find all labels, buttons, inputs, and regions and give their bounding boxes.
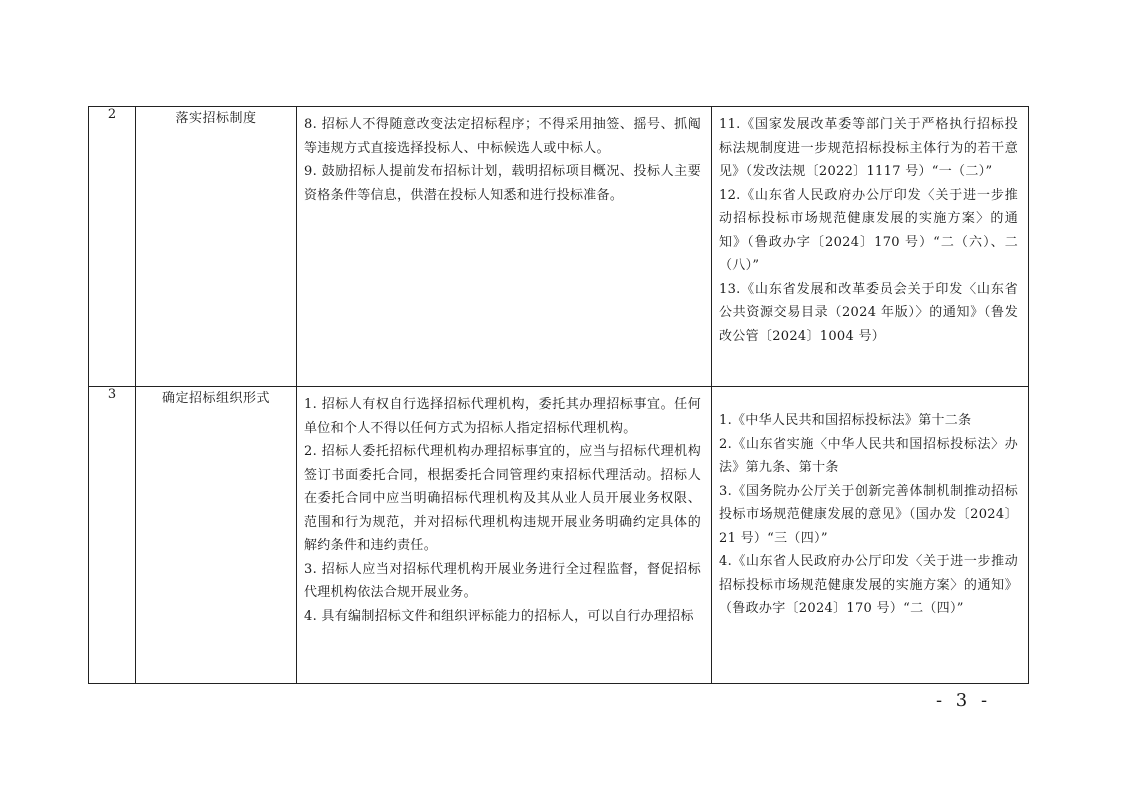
- requirement-paragraph: 2. 招标人委托招标代理机构办理招标事宜的，应当与招标代理机构签订书面委托合同，根据委托合同管理约束招标代理活动。招标人在委托合同中应当明确招标代理机构及其从业人员开展业务权限、范围和行为规范，并对招标代理机构违规开展业务明确约定具体的解约条件和违约责任。: [304, 444, 701, 553]
- basis-paragraph: 13.《山东省发展和改革委员会关于印发〈山东省公共资源交易目录（2024 年版）〉的通知》（鲁发改公管〔2024〕1004 号）: [719, 281, 1018, 344]
- requirement-paragraph: 9. 鼓励招标人提前发布招标计划，载明招标项目概况、投标人主要资格条件等信息，供潜在投标人知悉和进行投标准备。: [304, 164, 701, 203]
- page-number: - 3 -: [936, 690, 992, 711]
- legal-basis-cell: [712, 387, 1029, 684]
- legal-basis-cell: [712, 107, 1029, 387]
- requirements-cell: [297, 387, 712, 684]
- row-number: 2: [89, 107, 136, 387]
- row-item-title: 落实招标制度: [136, 107, 297, 387]
- requirement-paragraph: 4. 具有编制招标文件和组织评标能力的招标人，可以自行办理招标: [304, 608, 694, 624]
- row-item-title: 确定招标组织形式: [136, 387, 297, 684]
- requirement-paragraph: 8. 招标人不得随意改变法定招标程序；不得采用抽签、摇号、抓阄等违规方式直接选择投标人、中标候选人或中标人。: [304, 117, 701, 156]
- row-number: 3: [89, 387, 136, 684]
- requirements-cell: [297, 107, 712, 387]
- table-row: [89, 107, 1029, 387]
- requirement-paragraph: 3. 招标人应当对招标代理机构开展业务进行全过程监督，督促招标代理机构依法合规开展业务。: [304, 561, 701, 600]
- basis-paragraph: 2.《山东省实施〈中华人民共和国招标投标法〉办法》第九条、第十条: [719, 436, 1018, 475]
- basis-paragraph: 4.《山东省人民政府办公厅印发〈关于进一步推动招标投标市场规范健康发展的实施方案〉的通知》（鲁政办字〔2024〕170 号）“二（四）”: [719, 554, 1018, 616]
- regulation-table: [88, 106, 1029, 684]
- basis-paragraph: 1.《中华人民共和国招标投标法》第十二条: [719, 413, 972, 428]
- requirement-paragraph: 1. 招标人有权自行选择招标代理机构，委托其办理招标事宜。任何单位和个人不得以任何方式为招标人指定招标代理机构。: [304, 397, 701, 436]
- table-row: [89, 387, 1029, 684]
- basis-paragraph: 11.《国家发展改革委等部门关于严格执行招标投标法规制度进一步规范招标投标主体行为的若干意见》（发改法规〔2022〕1117 号）“一（二）”: [719, 117, 1018, 179]
- basis-paragraph: 3.《国务院办公厅关于创新完善体制机制推动招标投标市场规范健康发展的意见》（国办发〔2024〕21 号）“三（四）”: [719, 483, 1018, 546]
- basis-paragraph: 12.《山东省人民政府办公厅印发〈关于进一步推动招标投标市场规范健康发展的实施方案〉的通知》（鲁政办字〔2024〕170 号）“二（六）、二（八）”: [719, 187, 1018, 273]
